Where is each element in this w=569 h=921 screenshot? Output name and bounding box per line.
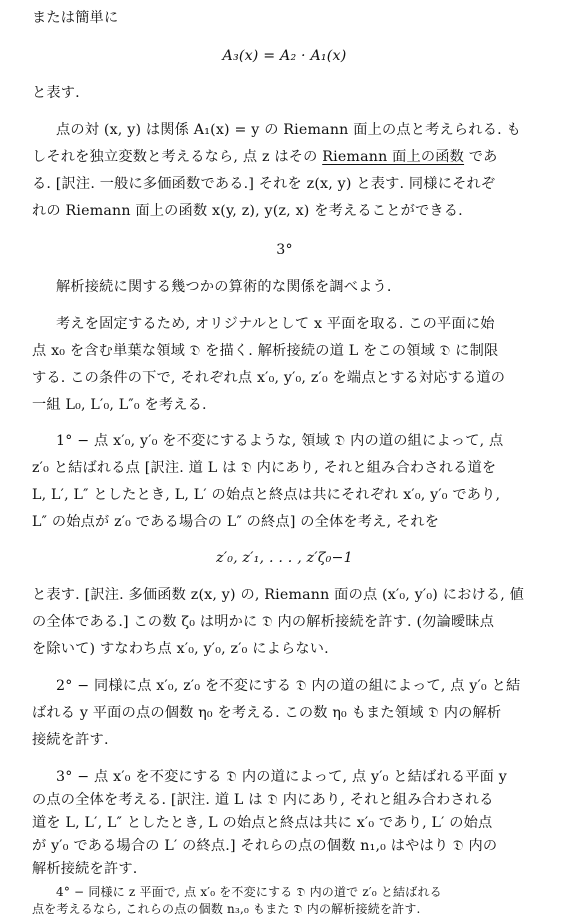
text-line: れの Riemann 面上の函数 x(y, z), y(z, x) を考えることができる. <box>32 203 463 219</box>
equation-a3: A₃(x) = A₂ · A₁(x) <box>222 48 347 64</box>
text-line: が y′₀ である場合の L′ の終点.] それらの点の個数 n₁,₀ はやはり 𝔇 内の <box>32 838 498 854</box>
section-heading: 3° <box>276 242 293 258</box>
text-line: 接続を許す. <box>32 732 109 748</box>
text-line: る. [訳注. 一般に多価函数である.] それを z(x, y) と表す. 同様にそれぞ <box>32 176 496 192</box>
equation-z-list: z′₀, z′₁, . . . , z′ζ₀−1 <box>216 550 353 566</box>
text-line: 考えを固定するため, オリジナルとして x 平面を取る. この平面に始 <box>56 316 495 332</box>
item-3: 3° − 点 x′₀ を不変にする 𝔇 内の道によって, 点 y′₀ と結ばれる平面 y <box>56 769 507 785</box>
text-line: と表す. <box>32 85 80 101</box>
item-2: 2° − 同様に点 x′₀, z′₀ を不変にする 𝔇 内の道の組によって, 点 y′₀ と結 <box>56 678 521 694</box>
item-4: 4° − 同様に z 平面で, 点 x′₀ を不変にする 𝔇 内の道で z′₀ と結ばれる <box>56 885 442 899</box>
text-line: z′₀ と結ばれる点 [訳注. 道 L は 𝔇 内にあり, それと組み合わされる道を <box>32 460 497 476</box>
underlined-term: Riemann 面上の函数 <box>322 149 465 165</box>
paragraph-riemann-start: 点の対 (x, y) は関係 A₁(x) = y の Riemann 面上の点と考えられる. も <box>56 122 521 138</box>
text-fragment: しそれを独立変数と考えるなら, 点 z はその <box>32 149 323 165</box>
text-fragment: であ <box>464 149 498 165</box>
text-line: 解析接続を許す. <box>32 861 138 877</box>
text-line: 点 x₀ を含む単葉な領域 𝔇 を描く. 解析接続の道 L をこの領域 𝔇 に制限 <box>32 343 499 359</box>
text-line: または簡単に <box>32 10 119 26</box>
text-line: L″ の始点が z′₀ である場合の L″ の終点] の全体を考え, それを <box>32 514 440 530</box>
text-line: 道を L, L′, L″ としたとき, L の始点と終点は共に x′₀ であり, L′ の始点 <box>32 815 493 831</box>
text-line: する. この条件の下で, それぞれ点 x′₀, y′₀, z′₀ を端点とする対応する道の <box>32 370 506 386</box>
text-line: L, L′, L″ としたとき, L, L′ の始点と終点は共にそれぞれ x′₀, y′₀ であり, <box>32 487 501 503</box>
text-line: ばれる y 平面の点の個数 η₀ を考える. この数 η₀ もまた領域 𝔇 内の解析 <box>32 705 502 721</box>
text-line: の全体である.] この数 ζ₀ は明かに 𝔇 内の解析接続を許す. (勿論曖昧点 <box>32 614 495 630</box>
text-line: 一組 L₀, L′₀, L″₀ を考える. <box>32 397 207 413</box>
text-line: を除いて) すなわち点 x′₀, y′₀, z′₀ によらない. <box>32 641 329 657</box>
item-1: 1° − 点 x′₀, y′₀ を不変にするような, 領域 𝔇 内の道の組によって, 点 <box>56 433 504 449</box>
text-line: の点の全体を考える. [訳注. 道 L は 𝔇 内にあり, それと組み合わされる <box>32 792 494 808</box>
text-line: 解析接続に関する幾つかの算術的な関係を調べよう. <box>56 279 392 295</box>
text-line: 点を考えるなら, これらの点の個数 n₃,₀ もまた 𝔇 内の解析接続を許す. <box>32 902 421 916</box>
text-line: と表す. [訳注. 多価函数 z(x, y) の, Riemann 面の点 (x′₀, y′₀) における, 値 <box>32 587 525 603</box>
text-line <box>32 147 542 167</box>
